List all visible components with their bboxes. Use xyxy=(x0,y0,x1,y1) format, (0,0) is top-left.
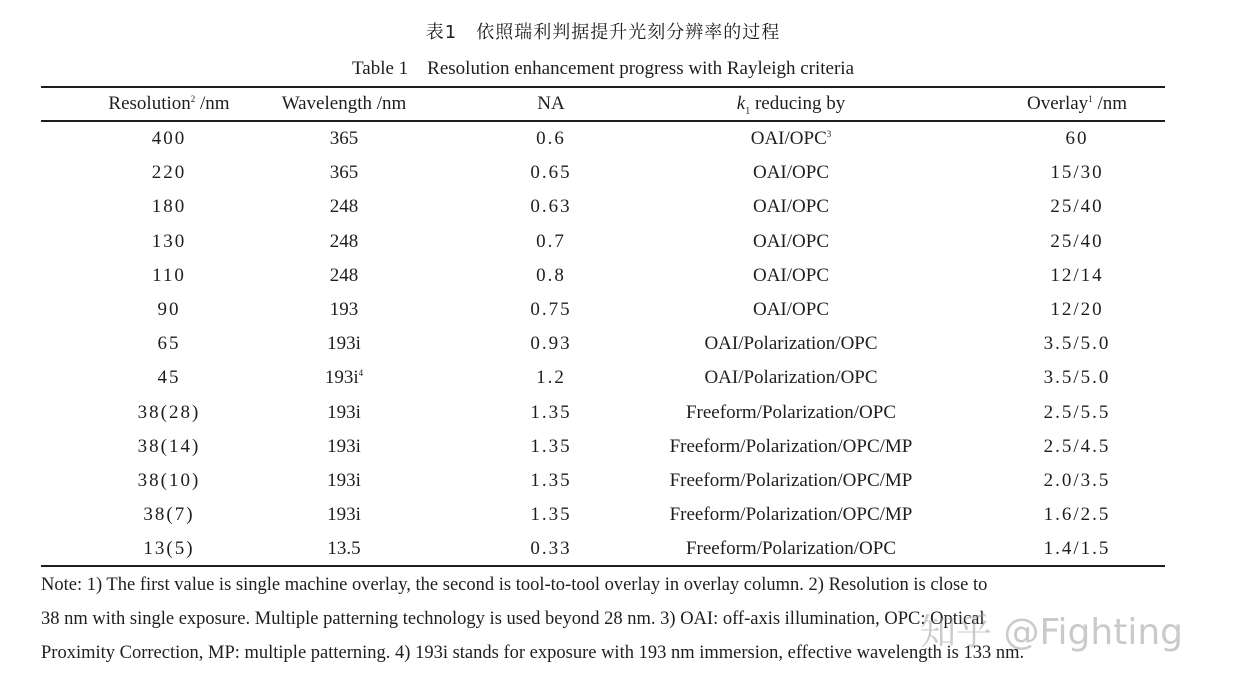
cell-wavelength: 193i xyxy=(327,470,361,491)
cell-wavelength: 248 xyxy=(329,196,359,218)
header-k1-reducing: $k_1$ reducing by xyxy=(736,93,846,117)
cell-overlay: 60 xyxy=(1065,128,1089,149)
table-row xyxy=(41,464,1165,498)
cell-na: 1.35 xyxy=(530,401,572,423)
table-title-chinese: 表1 依照瑞利判据提升光刻分辨率的过程 xyxy=(425,22,781,43)
cell-resolution: 90 xyxy=(157,299,181,320)
cell-resolution: 400 xyxy=(151,128,187,149)
cell-na: 0.65 xyxy=(530,162,572,184)
cell-wavelength: 248 xyxy=(329,230,359,252)
cell-overlay: 12/14 xyxy=(1050,264,1104,286)
table-row xyxy=(41,122,1165,156)
cell-k1-method: OAI/OPC xyxy=(752,196,829,218)
table-row xyxy=(41,225,1165,259)
cell-na: 1.2 xyxy=(536,367,566,389)
cell-wavelength: 365 xyxy=(329,162,359,184)
cell-overlay: 25/40 xyxy=(1050,230,1104,252)
cell-k1-method: Freeform/Polarization/OPC xyxy=(685,401,897,423)
cell-na: 0.8 xyxy=(536,264,566,286)
table-row xyxy=(41,190,1165,224)
cell-resolution: 180 xyxy=(151,196,187,218)
cell-k1-method: OAI/Polarization/OPC xyxy=(704,333,878,355)
cell-resolution: 38(28) xyxy=(137,401,201,423)
table-row xyxy=(41,430,1165,464)
cell-overlay: 2.0/3.5 xyxy=(1043,470,1111,491)
cell-wavelength: $193i^4$ xyxy=(324,367,364,389)
header-overlay: Overlay$^1$ /nm xyxy=(1026,93,1127,114)
cell-resolution: 38(7) xyxy=(143,504,195,526)
cell-na: 0.6 xyxy=(536,128,566,149)
cell-na: 0.7 xyxy=(536,230,566,252)
cell-k1-method: OAI/OPC$^3$ xyxy=(750,128,832,149)
cell-k1-method: OAI/Polarization/OPC xyxy=(704,367,878,389)
cell-overlay: 25/40 xyxy=(1050,196,1104,218)
cell-wavelength: 13.5 xyxy=(327,538,361,560)
bottom-rule xyxy=(41,565,1165,567)
cell-resolution: 110 xyxy=(152,264,186,286)
cell-resolution: 45 xyxy=(157,367,181,389)
cell-overlay: 2.5/4.5 xyxy=(1043,435,1111,457)
cell-k1-method: Freeform/Polarization/OPC/MP xyxy=(669,470,913,491)
note-line-2: 38 nm with single exposure. Multiple patterning technology is used beyond 28 nm. 3) OAI: off-axis illumination, OPC: Optical xyxy=(41,609,985,629)
cell-resolution: 130 xyxy=(151,230,187,252)
cell-overlay: 15/30 xyxy=(1050,162,1104,184)
header-wavelength: Wavelength /nm xyxy=(281,93,407,114)
table-row xyxy=(41,361,1165,395)
cell-wavelength: 193i xyxy=(327,435,361,457)
cell-wavelength: 248 xyxy=(329,264,359,286)
cell-k1-method: OAI/OPC xyxy=(752,230,829,252)
note-line-3: Proximity Correction, MP: multiple patterning. 4) 193i stands for exposure with 193 nm immersion, effective wavelength is 133 nm. xyxy=(41,643,1025,663)
table-row xyxy=(41,396,1165,430)
table-row xyxy=(41,327,1165,361)
cell-resolution: 13(5) xyxy=(143,538,195,560)
cell-resolution: 38(10) xyxy=(137,470,201,491)
cell-na: 1.35 xyxy=(530,435,572,457)
note-line-1: Note: 1) The first value is single machine overlay, the second is tool-to-tool overlay in overlay column. 2) Resolution is close to xyxy=(41,575,988,595)
cell-na: 1.35 xyxy=(530,470,572,491)
cell-na: 0.93 xyxy=(530,333,572,355)
table-row xyxy=(41,532,1165,566)
cell-k1-method: OAI/OPC xyxy=(752,299,829,320)
table-row xyxy=(41,259,1165,293)
cell-na: 0.33 xyxy=(530,538,572,560)
cell-na: 1.35 xyxy=(530,504,572,526)
table-row xyxy=(41,498,1165,532)
table-row xyxy=(41,293,1165,327)
cell-overlay: 12/20 xyxy=(1050,299,1104,320)
cell-overlay: 3.5/5.0 xyxy=(1043,367,1111,389)
cell-overlay: 3.5/5.0 xyxy=(1043,333,1111,355)
cell-k1-method: Freeform/Polarization/OPC/MP xyxy=(669,435,913,457)
cell-k1-method: Freeform/Polarization/OPC xyxy=(685,538,897,560)
cell-wavelength: 365 xyxy=(329,128,359,149)
table-header-row xyxy=(41,87,1165,121)
cell-overlay: 2.5/5.5 xyxy=(1043,401,1111,423)
table-row xyxy=(41,156,1165,190)
cell-wavelength: 193 xyxy=(329,299,359,320)
cell-wavelength: 193i xyxy=(327,504,361,526)
cell-na: 0.63 xyxy=(530,196,572,218)
cell-na: 0.75 xyxy=(530,299,572,320)
cell-wavelength: 193i xyxy=(327,401,361,423)
cell-overlay: 1.6/2.5 xyxy=(1043,504,1111,526)
cell-k1-method: Freeform/Polarization/OPC/MP xyxy=(669,504,913,526)
cell-resolution: 220 xyxy=(151,162,187,184)
cell-resolution: 65 xyxy=(157,333,181,355)
cell-resolution: 38(14) xyxy=(137,435,201,457)
cell-wavelength: 193i xyxy=(327,333,361,355)
watermark: 知乎 @Fighting xyxy=(920,612,1183,653)
table-title-english: Table 1 Resolution enhancement progress with Rayleigh criteria xyxy=(351,58,855,79)
cell-overlay: 1.4/1.5 xyxy=(1043,538,1111,560)
cell-k1-method: OAI/OPC xyxy=(752,162,829,184)
cell-k1-method: OAI/OPC xyxy=(752,264,829,286)
header-resolution: Resolution$^2$ /nm xyxy=(108,93,230,114)
header-na: NA xyxy=(537,93,565,114)
